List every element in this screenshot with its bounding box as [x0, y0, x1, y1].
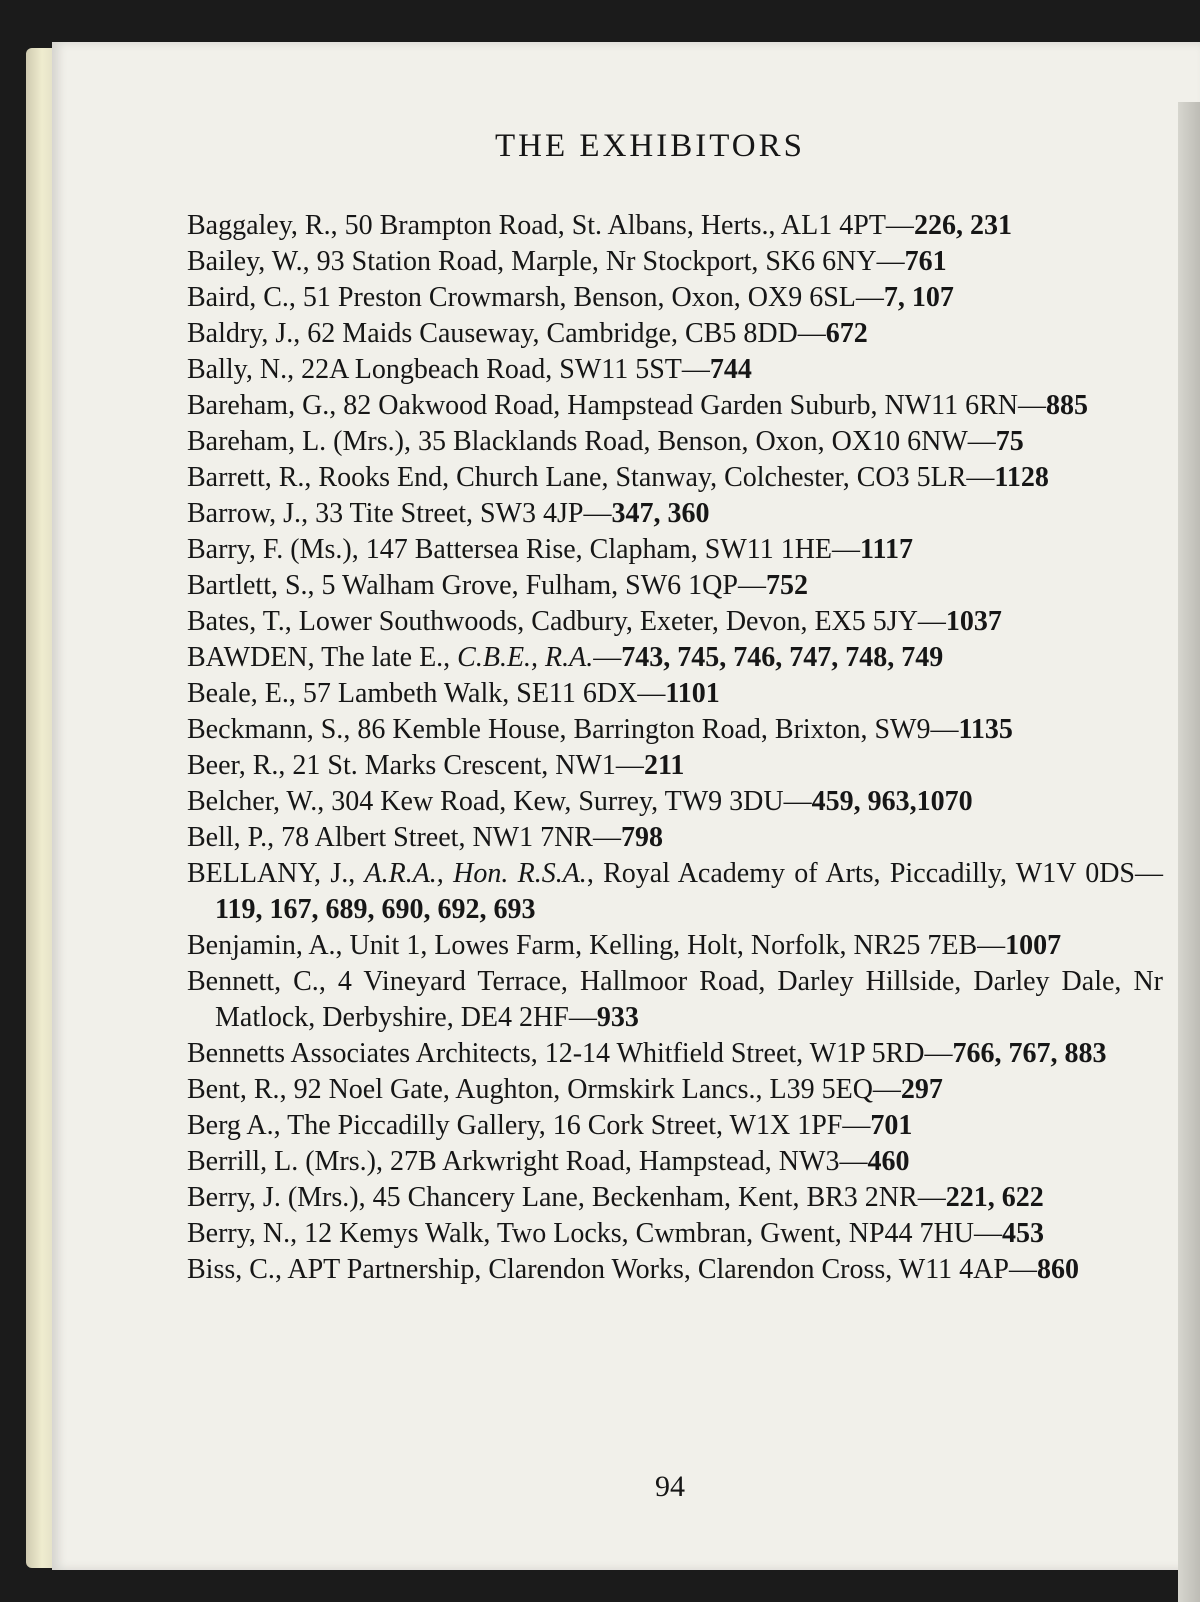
exhibitor-entry [187, 784, 1163, 820]
catalogue-numbers: 226, 231 [913, 210, 1012, 241]
catalogue-numbers: 1117 [860, 534, 913, 565]
exhibitor-address: , Lower Southwoods, Cadbury, Exeter, Devon, EX5 5JY— [284, 606, 946, 637]
catalogue-numbers: 460 [867, 1146, 910, 1177]
page-number: 94 [655, 1470, 685, 1503]
exhibitor-name: Bennetts Associates Architects [187, 1038, 531, 1069]
catalogue-numbers: 1101 [665, 678, 720, 709]
exhibitor-entry [187, 352, 1163, 388]
exhibitor-address: , 5 Walham Grove, Fulham, SW6 1QP— [307, 570, 766, 601]
exhibitor-entry [187, 532, 1163, 568]
exhibitor-address: , Rooks End, Church Lane, Stanway, Colchester, CO3 5LR— [304, 462, 995, 493]
exhibitor-name: Bartlett, S. [187, 570, 308, 601]
exhibitor-name: Biss, C. [187, 1254, 275, 1285]
exhibitor-address: , 4 Vineyard Terrace, Hallmoor Road, Darley Hillside, Darley Dale, Nr Matlock, Derbyshire, DE4 2HF— [215, 966, 1163, 1033]
exhibitor-name: Bally, N. [187, 354, 288, 385]
exhibitor-address: , 57 Lambeth Walk, SE11 6DX— [288, 678, 666, 709]
exhibitor-entry [187, 208, 1163, 244]
exhibitor-entry: BAWDEN, The late E., C.B.E., R.A.—743, 745, 746, 747, 748, 749 [187, 642, 944, 673]
exhibitor-address: , 12-14 Whitfield Street, W1P 5RD— [530, 1038, 953, 1069]
exhibitor-address: , APT Partnership, Clarendon Works, Clarendon Cross, W11 4AP— [274, 1254, 1037, 1285]
catalogue-numbers: 701 [870, 1110, 913, 1141]
exhibitor-name: Bareham, G. [187, 390, 330, 421]
exhibitor-name: Belcher, W. [187, 786, 318, 817]
exhibitor-name: Bareham, L. (Mrs.) [187, 426, 404, 457]
exhibitor-entry [187, 964, 1163, 1036]
exhibitor-entry [187, 928, 1163, 964]
exhibitor-name: BELLANY, J. [187, 858, 349, 889]
exhibitor-address: , The Piccadilly Gallery, 16 Cork Street, W1X 1PF— [273, 1110, 871, 1141]
catalogue-numbers: 297 [900, 1074, 943, 1105]
exhibitor-entry [187, 748, 1163, 784]
exhibitor-name: Bent, R. [187, 1074, 280, 1105]
exhibitor-name: Beer, R. [187, 750, 279, 781]
exhibitor-name: Berry, J. (Mrs.) [187, 1182, 359, 1213]
exhibitor-name: Bennett, C. [187, 966, 319, 997]
exhibitor-address: , 304 Kew Road, Kew, Surrey, TW9 3DU— [317, 786, 812, 817]
exhibitor-address: , 62 Maids Causeway, Cambridge, CB5 8DD— [293, 318, 826, 349]
exhibitor-entry [187, 568, 1163, 604]
exhibitor-entry [187, 1144, 1163, 1180]
catalogue-numbers: 459, 963,1070 [811, 786, 973, 817]
exhibitor-name: Berry, N. [187, 1218, 291, 1249]
exhibitor-address: , 33 Tite Street, SW3 4JP— [301, 498, 612, 529]
exhibitor-address: , 35 Blacklands Road, Benson, Oxon, OX10 6NW— [403, 426, 996, 457]
exhibitor-address: , 78 Albert Street, NW1 7NR— [267, 822, 621, 853]
exhibitor-address: , 22A Longbeach Road, SW11 5ST— [287, 354, 710, 385]
catalogue-numbers: 1007 [1005, 930, 1062, 961]
exhibitor-address: , 21 St. Marks Crescent, NW1— [278, 750, 644, 781]
exhibitor-entry [187, 1252, 1163, 1288]
exhibitor-entry [187, 1072, 1163, 1108]
exhibitor-address: — [593, 642, 622, 673]
exhibitor-address: , 147 Battersea Rise, Clapham, SW11 1HE— [351, 534, 861, 565]
exhibitor-entry [187, 460, 1163, 496]
exhibitor-entry [187, 496, 1163, 532]
catalogue-numbers: 119, 167, 689, 690, 692, 693 [215, 894, 536, 925]
facing-page-strip [1178, 102, 1200, 1602]
catalogue-numbers: 347, 360 [611, 498, 710, 529]
catalogue-numbers: 7, 107 [883, 282, 954, 313]
exhibitor-address: , 50 Brampton Road, St. Albans, Herts., AL1 4PT— [330, 210, 914, 241]
exhibitor-entry [187, 388, 1163, 424]
exhibitor-address: , 86 Kemble House, Barrington Road, Brixton, SW9— [343, 714, 959, 745]
exhibitor-entry [187, 820, 1163, 856]
exhibitor-name: Barry, F. (Ms.) [187, 534, 352, 565]
catalogue-numbers: 1128 [994, 462, 1049, 493]
exhibitor-entry [187, 280, 1163, 316]
exhibitor-name: BAWDEN, The late E. [187, 642, 444, 673]
catalogue-numbers: 933 [596, 1002, 639, 1033]
exhibitor-entry [187, 604, 1163, 640]
exhibitor-address: , 12 Kemys Walk, Two Locks, Cwmbran, Gwent, NP44 7HU— [290, 1218, 1002, 1249]
exhibitor-entry [187, 1036, 1163, 1072]
exhibitor-name: Bell, P. [187, 822, 268, 853]
exhibitor-entry [187, 424, 1163, 460]
exhibitor-name: Beale, E. [187, 678, 289, 709]
exhibitor-name: Bailey, W. [187, 246, 303, 277]
exhibitor-address: , Unit 1, Lowes Farm, Kelling, Holt, Norfolk, NR25 7EB— [335, 930, 1006, 961]
exhibitor-address: , 92 Noel Gate, Aughton, Ormskirk Lancs., L39 5EQ— [279, 1074, 901, 1105]
catalogue-numbers: 1037 [945, 606, 1002, 637]
exhibitor-entry: BELLANY, J., A.R.A., Hon. R.S.A., Royal Academy of Arts, Piccadilly, W1V 0DS—119, 167, 689, 690, 692, 693 [187, 858, 1163, 925]
catalogue-numbers: 766, 767, 883 [952, 1038, 1107, 1069]
exhibitor-honours: A.R.A., Hon. R.S.A. [364, 858, 587, 889]
catalogue-numbers: 75 [995, 426, 1024, 457]
exhibitor-honours: C.B.E., R.A. [457, 642, 594, 673]
exhibitor-name: Baggaley, R. [187, 210, 331, 241]
exhibitor-entry [187, 712, 1163, 748]
catalogue-numbers: 1135 [958, 714, 1013, 745]
catalogue-numbers: 752 [765, 570, 808, 601]
exhibitor-name: Barrow, J. [187, 498, 302, 529]
exhibitor-name: Barrett, R. [187, 462, 305, 493]
exhibitor-entry [187, 316, 1163, 352]
catalogue-numbers: 221, 622 [945, 1182, 1044, 1213]
exhibitor-name: Benjamin, A. [187, 930, 336, 961]
catalogue-numbers: 744 [709, 354, 752, 385]
catalogue-numbers: 453 [1001, 1218, 1044, 1249]
exhibitor-address: , 51 Preston Crowmarsh, Benson, Oxon, OX9 6SL— [288, 282, 884, 313]
exhibitor-entry [187, 1108, 1163, 1144]
exhibitor-entry [187, 244, 1163, 280]
exhibitor-address: , 45 Chancery Lane, Beckenham, Kent, BR3 2NR— [358, 1182, 946, 1213]
exhibitor-name: Bates, T. [187, 606, 285, 637]
exhibitor-name: Berrill, L. (Mrs.) [187, 1146, 376, 1177]
exhibitor-entry [187, 1216, 1163, 1252]
exhibitor-entry [187, 1180, 1163, 1216]
exhibitor-address: , 27B Arkwright Road, Hampstead, NW3— [375, 1146, 868, 1177]
exhibitor-address: , Royal Academy of Arts, Piccadilly, W1V 0DS— [586, 858, 1163, 889]
catalogue-numbers: 860 [1036, 1254, 1079, 1285]
exhibitor-name: Berg A. [187, 1110, 274, 1141]
exhibitor-entry [187, 676, 1163, 712]
catalogue-numbers: 672 [825, 318, 868, 349]
exhibitor-address: , 82 Oakwood Road, Hampstead Garden Suburb, NW11 6RN— [329, 390, 1047, 421]
exhibitor-address: , 93 Station Road, Marple, Nr Stockport, SK6 6NY— [302, 246, 905, 277]
catalogue-numbers: 743, 745, 746, 747, 748, 749 [621, 642, 944, 673]
exhibitor-list [187, 208, 1163, 1288]
exhibitor-name: Baird, C. [187, 282, 289, 313]
page-title: THE EXHIBITORS [495, 128, 805, 164]
catalogue-numbers: 798 [620, 822, 663, 853]
catalogue-numbers: 885 [1046, 390, 1089, 421]
catalogue-numbers: 211 [643, 750, 685, 781]
exhibitor-name: Baldry, J. [187, 318, 294, 349]
catalogue-numbers: 761 [904, 246, 947, 277]
exhibitor-name: Beckmann, S. [187, 714, 344, 745]
